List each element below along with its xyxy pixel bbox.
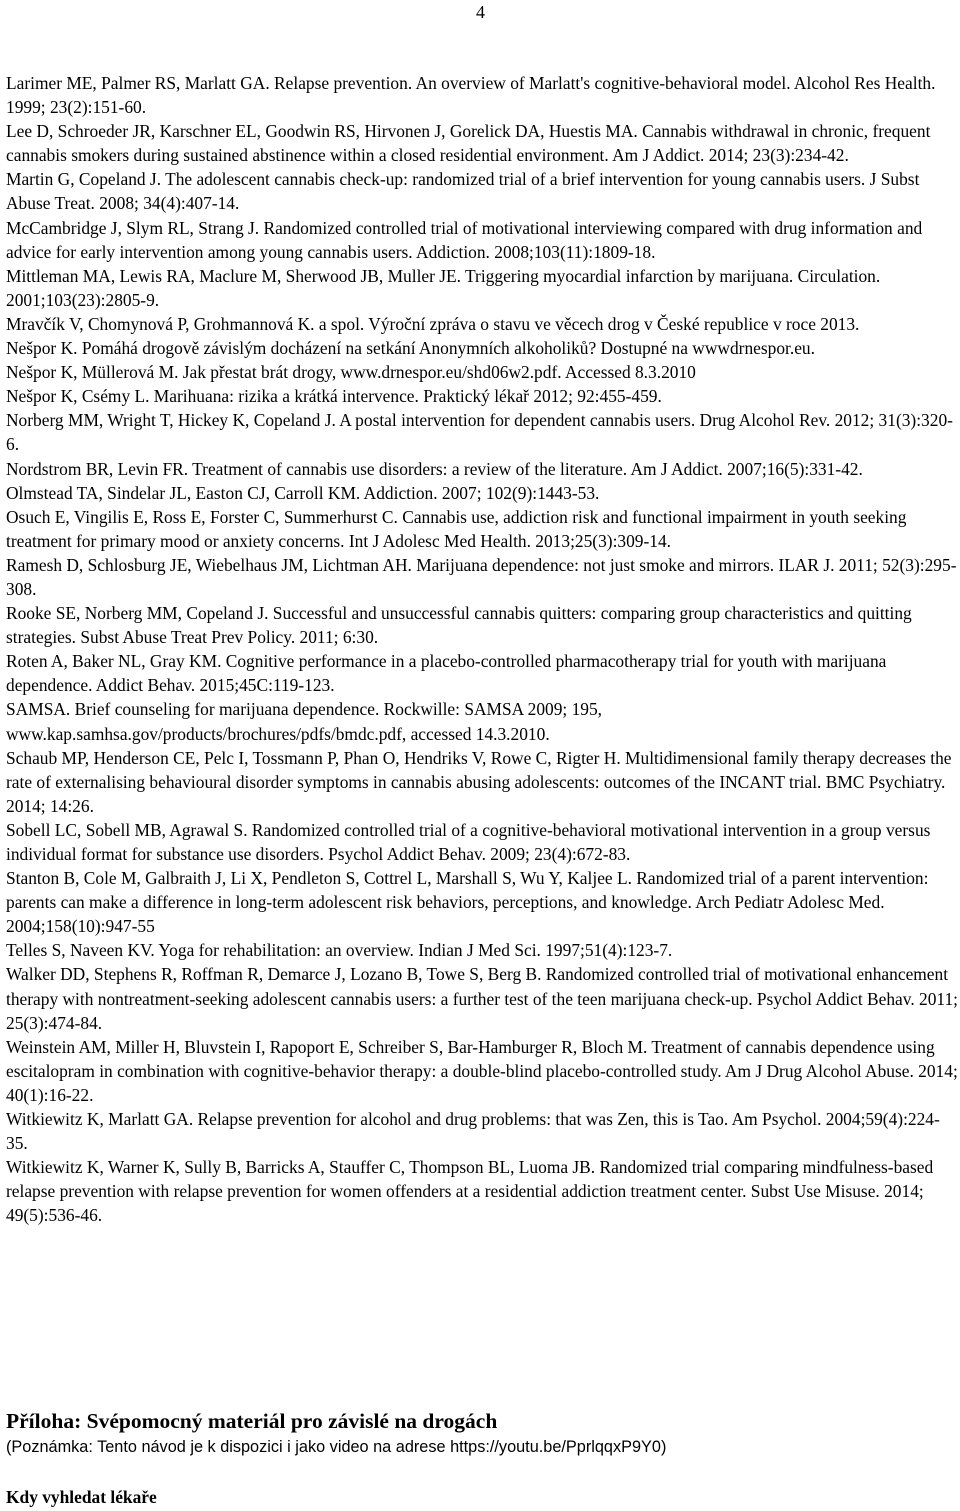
reference-item: Larimer ME, Palmer RS, Marlatt GA. Relapse prevention. An overview of Marlatt's cognitive-behavioral model. Alcohol Res Health. 1999; 23(2):151-60. — [6, 73, 936, 118]
reference-item: Ramesh D, Schlosburg JE, Wiebelhaus JM, Lichtman AH. Marijuana dependence: not just smoke and mirrors. ILAR J. 2011; 52(3):295-308. — [6, 554, 957, 599]
reference-item: Schaub MP, Henderson CE, Pelc I, Tossmann P, Phan O, Hendriks V, Rowe C, Rigter H. Multidimensional family therapy decreases the rate of externalising behavioural disorder symptoms in cannabis abusing adolescents: outcomes of the INCANT trial. BMC Psychiatry. 2014; 14:26. — [6, 747, 952, 816]
reference-item: Norberg MM, Wright T, Hickey K, Copeland J. A postal intervention for dependent cannabis users. Drug Alcohol Rev. 2012; 31(3):320-6. — [6, 410, 953, 455]
reference-item: Stanton B, Cole M, Galbraith J, Li X, Pendleton S, Cottrel L, Marshall S, Wu Y, Kaljee L. Randomized trial of a parent intervention: parents can make a difference in long-term adolescent risk behaviors, perceptions, and knowledge. Arch Pediatr Adolesc Med. 2004;158(10):947-55 — [6, 868, 929, 937]
reference-item: Olmstead TA, Sindelar JL, Easton CJ, Carroll KM. Addiction. 2007; 102(9):1443-53. — [6, 482, 600, 503]
reference-item: McCambridge J, Slym RL, Strang J. Randomized controlled trial of motivational interviewing compared with drug information and advice for early intervention among young cannabis users. Addiction. 2008;103(11):1809-18. — [6, 217, 923, 262]
reference-list — [6, 71, 960, 1228]
reference-item: Nešpor K, Müllerová M. Jak přestat brát drogy, www.drnespor.eu/shd06w2.pdf. Accessed 8.3.2010 — [6, 362, 696, 383]
reference-item: Nordstrom BR, Levin FR. Treatment of cannabis use disorders: a review of the literature. Am J Addict. 2007;16(5):331-42. — [6, 458, 863, 479]
reference-item: Walker DD, Stephens R, Roffman R, Demarce J, Lozano B, Towe S, Berg B. Randomized controlled trial of motivational enhancement therapy with nontreatment-seeking adolescent cannabis users: a further test of the teen marijuana check-up. Psychol Addict Behav. 2011; 25(3):474-84. — [6, 964, 958, 1033]
reference-item: Osuch E, Vingilis E, Ross E, Forster C, Summerhurst C. Cannabis use, addiction risk and functional impairment in youth seeking treatment for primary mood or anxiety concerns. Int J Adolesc Med Health. 2013;25(3):309-14. — [6, 506, 907, 551]
reference-item: SAMSA. Brief counseling for marijuana dependence. Rockwille: SAMSA 2009; 195, www.kap.samhsa.gov/products/brochures/pdfs/bmdc.pdf, accessed 14.3.2010. — [6, 699, 603, 744]
reference-item: Roten A, Baker NL, Gray KM. Cognitive performance in a placebo-controlled pharmacotherapy trial for youth with marijuana dependence. Addict Behav. 2015;45C:119-123. — [6, 651, 887, 696]
page-number: 4 — [476, 2, 485, 22]
section-heading: Kdy vyhledat lékaře — [6, 1487, 157, 1507]
reference-item: Telles S, Naveen KV. Yoga for rehabilitation: an overview. Indian J Med Sci. 1997;51(4):123-7. — [6, 940, 673, 961]
reference-item: Nešpor K. Pomáhá drogově závislým docházení na setkání Anonymních alkoholiků? Dostupné na wwwdrnespor.eu. — [6, 338, 815, 359]
reference-item: Mravčík V, Chomynová P, Grohmannová K. a spol. Výroční zpráva o stavu ve věcech drog v České republice v roce 2013. — [6, 313, 860, 334]
reference-item: Sobell LC, Sobell MB, Agrawal S. Randomized controlled trial of a cognitive-behavioral motivational intervention in a group versus individual format for substance use disorders. Psychol Addict Behav. 2009; 23(4):672-83. — [6, 819, 931, 864]
reference-item: Rooke SE, Norberg MM, Copeland J. Successful and unsuccessful cannabis quitters: comparing group characteristics and quitting strategies. Subst Abuse Treat Prev Policy. 2011; 6:30. — [6, 603, 912, 648]
reference-item: Witkiewitz K, Warner K, Sully B, Barricks A, Stauffer C, Thompson BL, Luoma JB. Randomized trial comparing mindfulness-based relapse prevention with relapse prevention for women offenders at a residential addiction treatment center. Subst Use Misuse. 2014; 49(5):536-46. — [6, 1157, 934, 1226]
reference-item: Nešpor K, Csémy L. Marihuana: rizika a krátká intervence. Praktický lékař 2012; 92:455-459. — [6, 386, 662, 407]
reference-item: Witkiewitz K, Marlatt GA. Relapse prevention for alcohol and drug problems: that was Zen, this is Tao. Am Psychol. 2004;59(4):224-35. — [6, 1109, 940, 1154]
reference-item: Weinstein AM, Miller H, Bluvstein I, Rapoport E, Schreiber S, Bar-Hamburger R, Bloch M. Treatment of cannabis dependence using escitalopram in combination with cognitive-behavior therapy: a double-blind placebo-controlled study. Am J Drug Alcohol Abuse. 2014; 40(1):16-22. — [6, 1036, 958, 1105]
reference-item: Lee D, Schroeder JR, Karschner EL, Goodwin RS, Hirvonen J, Gorelick DA, Huestis MA. Cannabis withdrawal in chronic, frequent cannabis smokers during sustained abstinence within a closed residential environment. Am J Addict. 2014; 23(3):234-42. — [6, 121, 931, 166]
appendix-title: Příloha: Svépomocný materiál pro závislé na drogách — [6, 1409, 498, 1433]
appendix-note: (Poznámka: Tento návod je k dispozici i jako video na adrese https://youtu.be/PprlqqxP9Y0) — [6, 1438, 667, 1456]
reference-item: Mittleman MA, Lewis RA, Maclure M, Sherwood JB, Muller JE. Triggering myocardial infarction by marijuana. Circulation. 2001;103(23):2805-9. — [6, 265, 881, 310]
reference-item: Martin G, Copeland J. The adolescent cannabis check-up: randomized trial of a brief intervention for young cannabis users. J Subst Abuse Treat. 2008; 34(4):407-14. — [6, 169, 920, 214]
